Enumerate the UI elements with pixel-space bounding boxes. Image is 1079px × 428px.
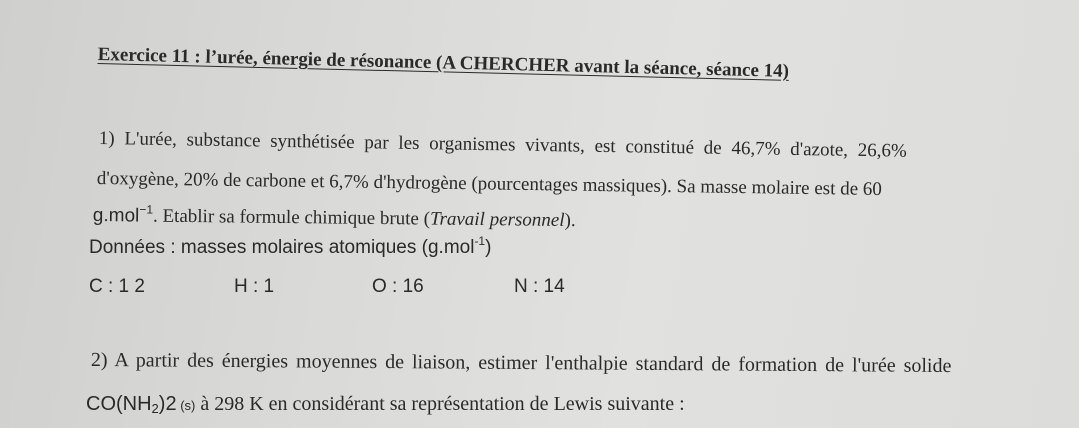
mass-hydrogen: H : 1: [234, 276, 275, 297]
question1-line3: [93, 202, 576, 232]
question1-line2: d'oxygène, 20% de carbone et 6,7% d'hydrogène (pourcentages massiques). Sa masse molaire est de 60: [96, 168, 883, 200]
personal-work-note: Travail personnel: [429, 208, 565, 231]
exercise-title: Exercice 11 : l’urée, énergie de résonance (A CHERCHER avant la séance, séance 14): [97, 44, 790, 82]
mass-nitrogen: N : 14: [514, 276, 565, 297]
question1-line1: 1) L'urée, substance synthétisée par les organismes vivants, est constitué de 46,7% d'azote, 26,6%: [98, 128, 907, 162]
question2-line2: [86, 393, 685, 416]
data-heading: [89, 234, 491, 259]
molar-mass-exponent: −1: [139, 202, 154, 217]
data-label: Données : masses molaires atomiques (g.mol: [89, 237, 475, 258]
mass-carbon: C : 1 2: [89, 276, 145, 297]
data-exponent: -1: [474, 234, 486, 248]
question2-rest: à 298 K en considérant sa représentation de Lewis suivante :: [195, 393, 685, 415]
question1-instruction: . Etablir sa formule chimique brute (: [152, 205, 431, 230]
urea-formula: CO(NH2)2: [86, 393, 177, 416]
solid-state: (s): [176, 398, 196, 413]
mass-oxygen: O : 16: [372, 276, 424, 297]
molar-mass-unit: g.mol: [92, 204, 140, 227]
question2-line1: 2) A partir des énergies moyennes de liaison, estimer l'enthalpie standard de formation de l'urée solide: [90, 349, 952, 378]
data-close: ): [485, 237, 492, 258]
question1-end: ).: [564, 209, 576, 232]
